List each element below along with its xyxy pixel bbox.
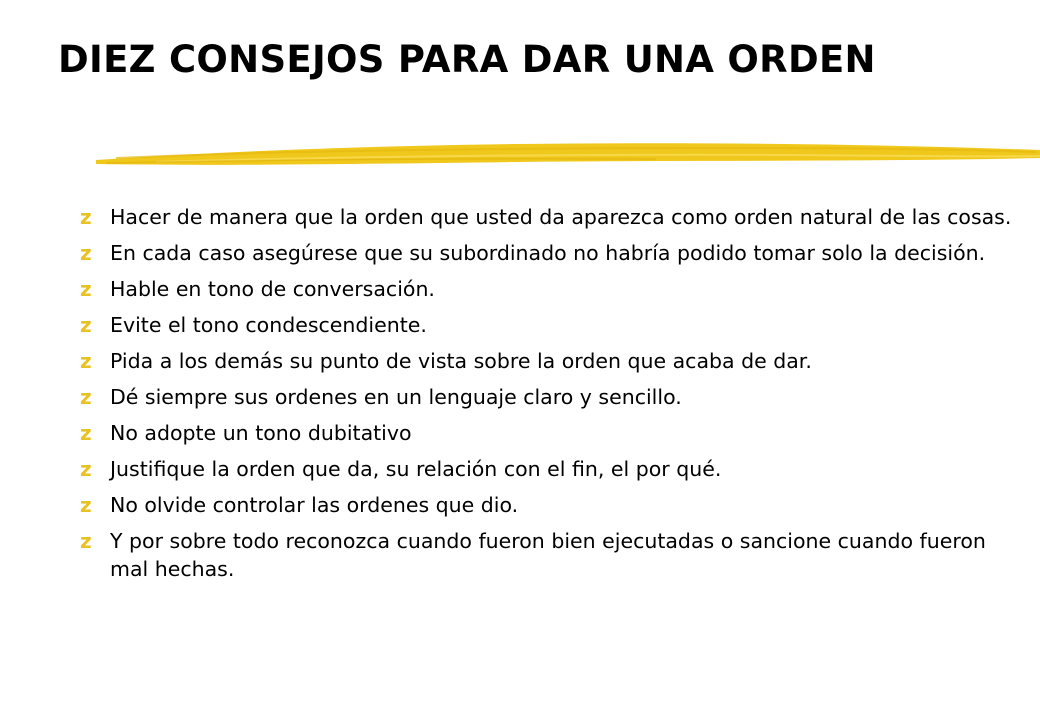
- bullet-list: [76, 203, 1026, 591]
- bullet-text: No adopte un tono dubitativo: [110, 421, 412, 445]
- z-bullet-icon: z: [80, 241, 92, 265]
- bullet-text: Evite el tono condescendiente.: [110, 313, 427, 337]
- z-bullet-icon: z: [80, 457, 92, 481]
- z-bullet-icon: z: [80, 277, 92, 301]
- bullet-item: [76, 347, 1026, 375]
- bullet-text: Hacer de manera que la orden que usted da aparezca como orden natural de las cosas.: [110, 205, 1012, 229]
- bullet-item: [76, 275, 1026, 303]
- z-bullet-icon: z: [80, 349, 92, 373]
- bullet-text: Y por sobre todo reconozca cuando fueron bien ejecutadas o sancione cuando fueron mal hechas.: [110, 529, 986, 581]
- z-bullet-icon: z: [80, 529, 92, 553]
- bullet-item: [76, 527, 1026, 583]
- z-bullet-icon: z: [80, 493, 92, 517]
- bullet-item: [76, 419, 1026, 447]
- bullet-item: [76, 239, 1026, 267]
- bullet-item: [76, 455, 1026, 483]
- bullet-text: En cada caso asegúrese que su subordinado no habría podido tomar solo la decisión.: [110, 241, 986, 265]
- slide-title: DIEZ CONSEJOS PARA DAR UNA ORDEN: [58, 38, 876, 81]
- bullet-text: Justifique la orden que da, su relación con el fin, el por qué.: [110, 457, 722, 481]
- z-bullet-icon: z: [80, 421, 92, 445]
- bullet-item: [76, 491, 1026, 519]
- bullet-text: No olvide controlar las ordenes que dio.: [110, 493, 519, 517]
- z-bullet-icon: z: [80, 385, 92, 409]
- bullet-text: Pida a los demás su punto de vista sobre la orden que acaba de dar.: [110, 349, 812, 373]
- bullet-text: Hable en tono de conversación.: [110, 277, 435, 301]
- bullet-item: [76, 311, 1026, 339]
- bullet-item: [76, 203, 1026, 231]
- bullet-text: Dé siempre sus ordenes en un lenguaje claro y sencillo.: [110, 385, 682, 409]
- z-bullet-icon: z: [80, 313, 92, 337]
- z-bullet-icon: z: [80, 205, 92, 229]
- title-underline-brushstroke: [96, 138, 1040, 170]
- bullet-item: [76, 383, 1026, 411]
